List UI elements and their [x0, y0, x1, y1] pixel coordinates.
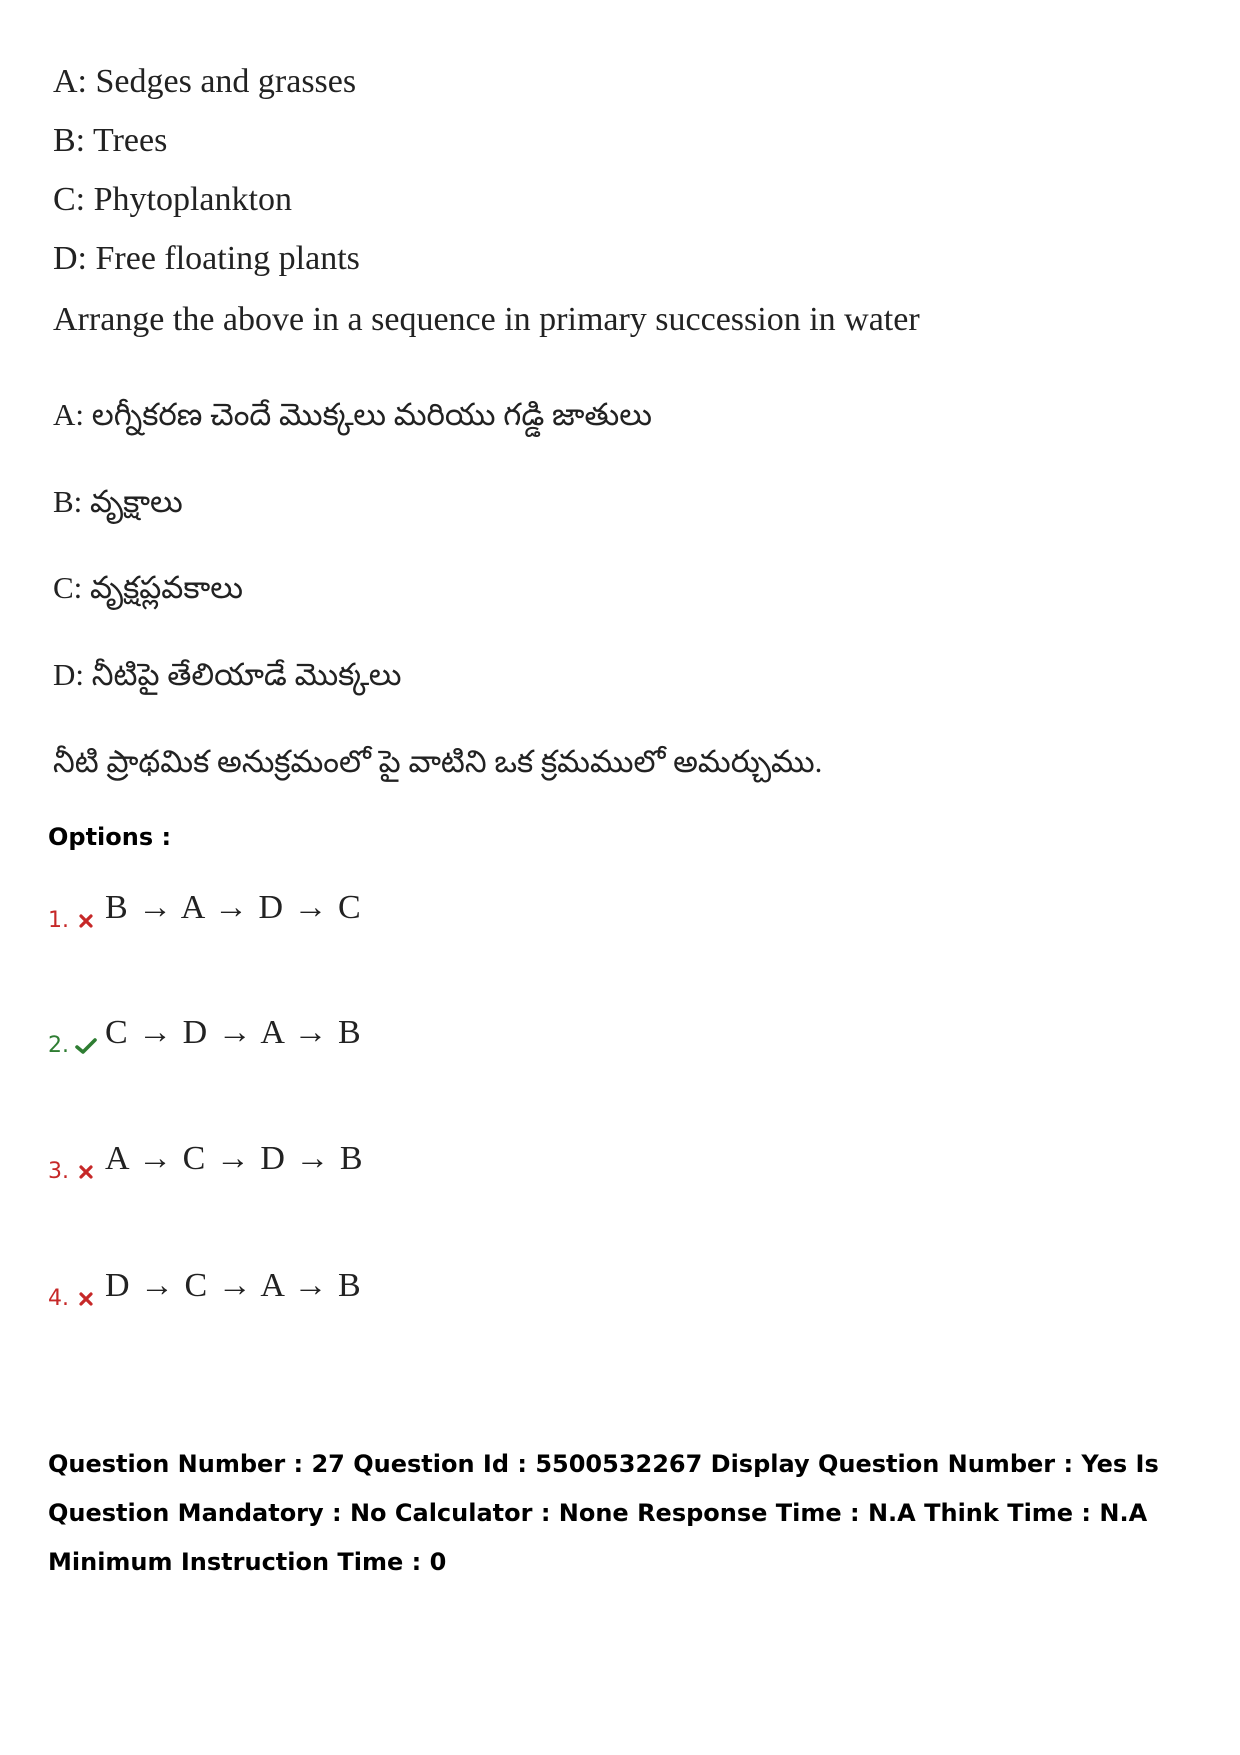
option-2[interactable]: [48, 1005, 362, 1065]
option-1[interactable]: [48, 880, 362, 940]
statement-d-telugu: D: నీటిపై తేలియాడే మొక్కలు: [53, 657, 402, 692]
option-text: A → C → D → B: [105, 1140, 364, 1177]
options-heading: Options :: [48, 823, 172, 851]
option-4[interactable]: [48, 1258, 362, 1318]
statement-d-english: D: Free floating plants: [53, 240, 360, 277]
option-number: 1.: [48, 908, 69, 933]
statement-a-telugu: A: లగ్నీకరణ చెందే మొక్కలు మరియు గడ్డి జాతులు: [53, 397, 652, 432]
cross-icon: [75, 1159, 97, 1191]
statement-b-telugu: B: వృక్షాలు: [53, 484, 183, 519]
option-3[interactable]: [48, 1131, 364, 1191]
question-metadata: Question Number : 27 Question Id : 5500532267 Display Question Number : Yes Is Question Mandatory : No Calculator : None Response Time : N.A Think Time : N.A Minimum Instruction Time : 0: [48, 1450, 1159, 1576]
cross-icon: [75, 908, 97, 940]
question-instruction-telugu: నీటి ప్రాథమిక అనుక్రమంలో పై వాటిని ఒక క్రమములో అమర్చుము.: [53, 744, 823, 779]
statement-a-english: A: Sedges and grasses: [53, 63, 357, 100]
question-instruction-english: Arrange the above in a sequence in primary succession in water: [53, 301, 920, 338]
option-number: 2.: [48, 1033, 69, 1058]
check-icon: [75, 1033, 97, 1065]
statement-b-english: B: Trees: [53, 122, 168, 159]
option-text: D → C → A → B: [105, 1267, 362, 1304]
option-number: 3.: [48, 1159, 69, 1184]
cross-icon: [75, 1286, 97, 1318]
option-text: C → D → A → B: [105, 1014, 362, 1051]
statement-c-telugu: C: వృక్షప్లవకాలు: [53, 570, 243, 605]
statement-c-english: C: Phytoplankton: [53, 181, 292, 218]
option-text: B → A → D → C: [105, 889, 362, 926]
option-number: 4.: [48, 1286, 69, 1311]
